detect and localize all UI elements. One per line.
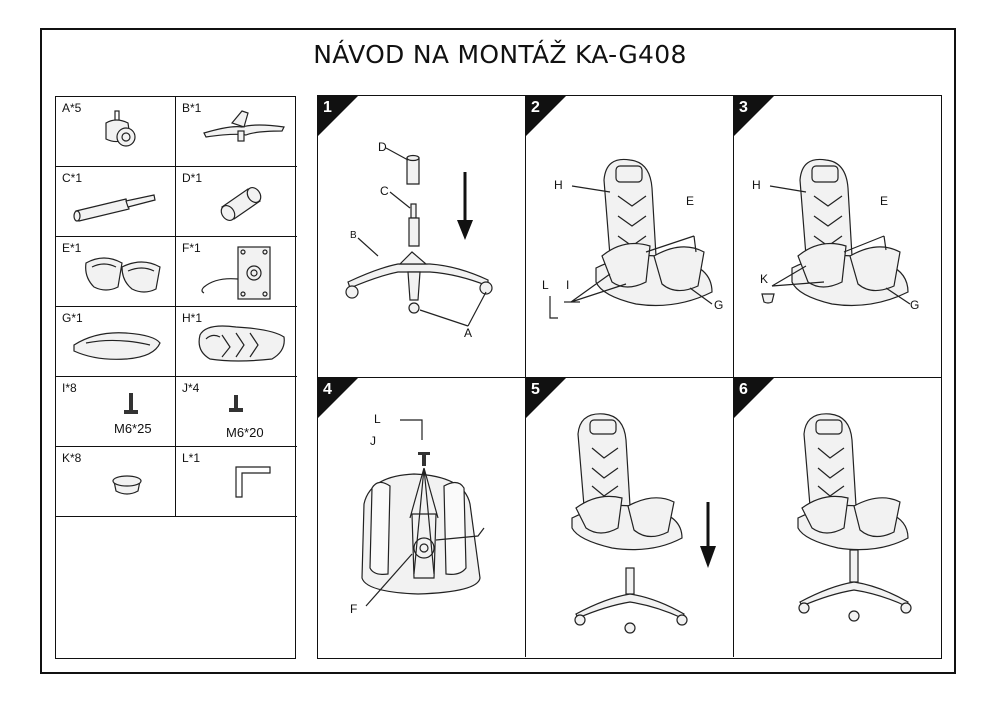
gas-lift-icon xyxy=(56,167,176,237)
cap-icon xyxy=(56,447,176,517)
screw-size: M6*25 xyxy=(114,421,152,436)
part-a xyxy=(56,97,176,167)
part-label: G*1 xyxy=(62,311,83,325)
step-number: 2 xyxy=(531,99,540,116)
part-label: D*1 xyxy=(182,171,203,185)
part-l xyxy=(176,447,297,517)
part-j xyxy=(176,377,297,447)
callout-h: H xyxy=(554,178,563,192)
step-2-illustration xyxy=(526,96,734,378)
part-label: L*1 xyxy=(182,451,201,465)
step-5 xyxy=(526,378,734,657)
part-g xyxy=(56,307,176,377)
step-3 xyxy=(734,96,941,378)
step-5-illustration xyxy=(526,378,734,657)
step-3-illustration xyxy=(734,96,941,378)
step-1 xyxy=(318,96,526,378)
allen-key-icon xyxy=(176,447,297,517)
armrests-icon xyxy=(56,237,176,307)
part-label: J*4 xyxy=(182,381,200,395)
screw-size: M6*20 xyxy=(226,425,264,440)
caster-wheel-icon xyxy=(56,97,176,167)
seat-cushion-icon xyxy=(56,307,176,377)
assembly-steps xyxy=(317,95,942,659)
callout-l: L xyxy=(374,412,381,426)
parts-list xyxy=(55,96,296,659)
part-b xyxy=(176,97,297,167)
step-6-illustration xyxy=(734,378,941,657)
part-label: A*5 xyxy=(62,101,82,115)
callout-l: L xyxy=(542,278,549,292)
part-label: I*8 xyxy=(62,381,77,395)
chair-base-icon xyxy=(176,97,297,167)
step-4 xyxy=(318,378,526,657)
part-c xyxy=(56,167,176,237)
part-d xyxy=(176,167,297,237)
step-number: 5 xyxy=(531,381,540,398)
step-number: 4 xyxy=(323,381,332,398)
callout-e: E xyxy=(880,194,889,208)
part-label: K*8 xyxy=(62,451,82,465)
step-number: 1 xyxy=(323,99,332,116)
callout-j: J xyxy=(370,434,376,448)
callout-b: B xyxy=(350,230,357,241)
mechanism-plate-icon xyxy=(176,237,297,307)
part-k xyxy=(56,447,176,517)
step-6 xyxy=(734,378,941,657)
part-label: B*1 xyxy=(182,101,202,115)
callout-g: G xyxy=(910,298,920,312)
callout-c: C xyxy=(380,184,389,198)
part-label: H*1 xyxy=(182,311,203,325)
backrest-icon xyxy=(176,307,297,377)
part-e xyxy=(56,237,176,307)
step-number: 3 xyxy=(739,99,748,116)
callout-i: I xyxy=(566,278,570,292)
part-label: C*1 xyxy=(62,171,83,185)
callout-k: K xyxy=(760,272,769,286)
part-f xyxy=(176,237,297,307)
empty-area xyxy=(56,517,297,660)
callout-a: A xyxy=(464,326,473,340)
callout-h: H xyxy=(752,178,761,192)
part-i xyxy=(56,377,176,447)
page-title: NÁVOD NA MONTÁŽ KA-G408 xyxy=(313,40,687,69)
part-label: F*1 xyxy=(182,241,201,255)
screw-icon xyxy=(56,377,176,447)
step-number: 6 xyxy=(739,381,748,398)
part-label: E*1 xyxy=(62,241,82,255)
step-2 xyxy=(526,96,734,378)
callout-g: G xyxy=(714,298,724,312)
callout-e: E xyxy=(686,194,695,208)
callout-d: D xyxy=(378,140,387,154)
part-h xyxy=(176,307,297,377)
callout-f: F xyxy=(350,602,358,616)
lift-cover-icon xyxy=(176,167,297,237)
